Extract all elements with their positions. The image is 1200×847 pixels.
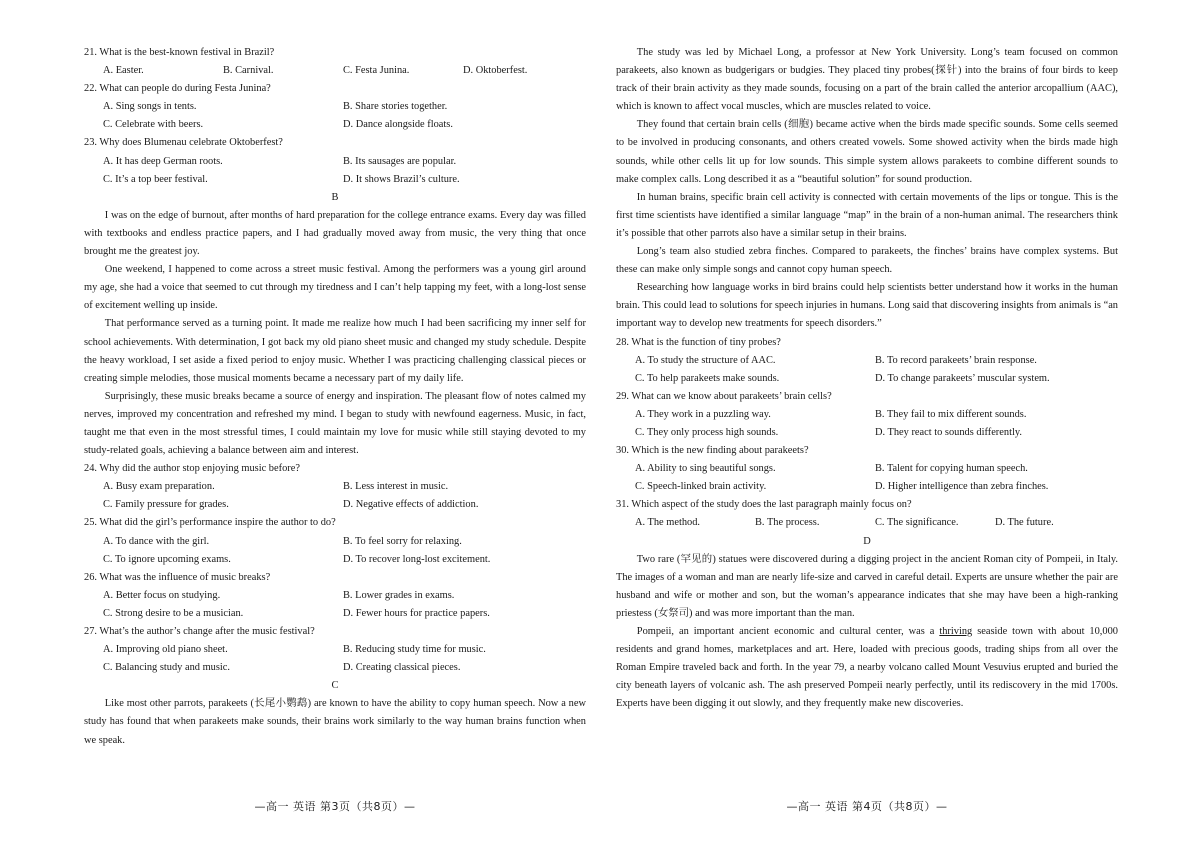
- option-d: D. Negative effects of addiction.: [343, 499, 479, 511]
- section-heading-d: D: [863, 535, 871, 547]
- passage-text: Pompeii, an important ancient economic and cultural center, was a: [636, 626, 940, 637]
- option-c: C. Celebrate with beers.: [103, 119, 204, 131]
- option-b: B. Share stories together.: [343, 101, 448, 113]
- option-d: D. Creating classical pieces.: [343, 662, 461, 674]
- section-heading-c: C: [331, 680, 339, 692]
- passage-c-paragraph: Like most other parrots, parakeets (长尾小鹦鹉) are known to have the ability to copy human speech. Now a new study has found that when parakeets make sounds, their brains work similarly to the way human brains function when we speak.: [84, 698, 586, 746]
- question-29: [616, 388, 1118, 442]
- options-row: [84, 62, 586, 80]
- question-stem: 29. What can we know about parakeets’ brain cells?: [616, 390, 832, 402]
- exam-page-left: [84, 0, 586, 847]
- question-25: [84, 514, 586, 568]
- option-a: A. Ability to sing beautiful songs.: [635, 463, 776, 475]
- question-30: [616, 442, 1118, 496]
- question-31: [616, 496, 1118, 532]
- passage-b-paragraph: One weekend, I happened to come across a street music festival. Among the performers was a young girl around my age, she had a voice that seemed to cut through my tiredness and I can’t help tapping my feet, with a long-lost sense of excitement welling up inside.: [84, 264, 586, 312]
- underlined-word: thriving: [939, 626, 973, 637]
- option-d: D. They react to sounds differently.: [875, 426, 1022, 438]
- option-d: D. Oktoberfest.: [463, 65, 528, 77]
- options-row: [84, 587, 586, 605]
- option-c: C. Balancing study and music.: [103, 662, 230, 674]
- question-stem: 27. What’s the author’s change after the music festival?: [84, 626, 315, 637]
- option-c: C. The significance.: [875, 517, 959, 529]
- question-stem: 30. Which is the new finding about parakeets?: [616, 445, 809, 457]
- option-b: B. The process.: [755, 517, 820, 529]
- option-c: C. To ignore upcoming exams.: [103, 553, 231, 565]
- option-d: D. Higher intelligence than zebra finches.: [875, 481, 1049, 493]
- question-26: [84, 569, 586, 623]
- question-stem: 25. What did the girl’s performance inspire the author to do?: [84, 517, 336, 529]
- option-d: D. Dance alongside floats.: [343, 119, 453, 131]
- options-row: [616, 460, 1118, 478]
- question-stem: 23. Why does Blumenau celebrate Oktoberfest?: [84, 137, 283, 149]
- option-d: D. To change parakeets’ muscular system.: [875, 372, 1050, 384]
- question-28: [616, 334, 1118, 388]
- passage-d-paragraph: [616, 623, 1118, 713]
- option-a: A. Sing songs in tents.: [103, 101, 197, 113]
- option-b: B. Less interest in music.: [343, 481, 449, 493]
- question-21: [84, 44, 586, 80]
- options-row: [84, 551, 586, 569]
- page-footer: —高一 英语 第4页（共8页）—: [786, 800, 948, 813]
- passage-d-paragraph: Two rare (罕见的) statues were discovered during a digging project in the ancient Roman city of Pompeii, in Italy. The images of a woman and man are nearly life-size and carved in careful detail. Experts are unsure whether the pair are husband and wife or mother and son, but the woman’s appearance indicates that she may have been a high-ranking priestess (女祭司) and was more important than the man.: [616, 553, 1118, 619]
- option-a: A. To dance with the girl.: [103, 535, 210, 547]
- option-d: D. It shows Brazil’s culture.: [343, 173, 460, 185]
- passage-b-paragraph: That performance served as a turning point. It made me realize how much I had been sacrificing my inner self for school achievements. With determination, I got back my old piano sheet music and changed my study schedule. Despite the heavy workload, I set aside a fixed period to enjoy music. Whether I was practicing challenging classical pieces or creating simple melodies, those musical moments became a necessary part of my daily life.: [84, 318, 586, 384]
- option-a: A. It has deep German roots.: [103, 155, 223, 167]
- passage-b-paragraph: Surprisingly, these music breaks became a source of energy and inspiration. The pleasant flow of notes calmed my nerves, improved my concentration and refreshed my mind. I began to study with newfound eagerness. Music, in fact, taught me that even in the most stressful times, I could maintain my love for music while still staying devoted to my study-related goals, achieving a balance between aim and interest.: [84, 390, 586, 457]
- option-b: B. Its sausages are popular.: [343, 155, 457, 167]
- options-row: [84, 153, 586, 171]
- option-a: A. Busy exam preparation.: [103, 481, 215, 493]
- passage-c-paragraph: Researching how language works in bird brains could help scientists better understand how it works in the human brain. This could lead to solutions for speech injuries in humans. Long said that discovering insights from animals is “an important way to develop new treatments for speech disorders.”: [616, 282, 1118, 330]
- options-row: [84, 533, 586, 551]
- option-c: C. Festa Junina.: [343, 65, 410, 77]
- options-row: [616, 352, 1118, 370]
- option-c: C. To help parakeets make sounds.: [635, 372, 780, 384]
- option-b: B. Talent for copying human speech.: [875, 463, 1028, 475]
- options-row: [84, 478, 586, 496]
- option-b: B. To feel sorry for relaxing.: [343, 535, 462, 547]
- option-b: B. Carnival.: [223, 65, 274, 77]
- options-row: [84, 605, 586, 623]
- question-stem: 31. Which aspect of the study does the last paragraph mainly focus on?: [616, 499, 912, 511]
- options-row: [84, 171, 586, 189]
- option-a: A. Improving old piano sheet.: [103, 644, 228, 656]
- options-row: [616, 370, 1118, 388]
- option-c: C. Speech-linked brain activity.: [635, 481, 767, 493]
- options-row: [84, 659, 586, 677]
- option-b: B. To record parakeets’ brain response.: [875, 354, 1037, 366]
- option-d: D. To recover long-lost excitement.: [343, 553, 491, 565]
- option-d: D. The future.: [995, 517, 1054, 529]
- options-row: [616, 478, 1118, 496]
- option-a: A. Better focus on studying.: [103, 589, 221, 601]
- option-c: C. They only process high sounds.: [635, 426, 779, 438]
- passage-c-paragraph: The study was led by Michael Long, a professor at New York University. Long’s team focused on common parakeets, also known as budgerigars or budgies. They placed tiny probes(探针) into the brains of four birds to keep track of their brain activity as they made sounds, focusing on a part of the brain called the anterior arcopallium (AAC), which is known to affect vocal muscles, which are muscles related to voice.: [616, 47, 1118, 113]
- question-22: [84, 80, 586, 134]
- options-row: [616, 406, 1118, 424]
- option-a: A. To study the structure of AAC.: [635, 354, 776, 366]
- options-row: [84, 98, 586, 116]
- question-stem: 21. What is the best-known festival in Brazil?: [84, 47, 275, 58]
- option-c: C. It’s a top beer festival.: [103, 173, 208, 185]
- passage-b-paragraph: I was on the edge of burnout, after months of hard preparation for the college entrance exams. Every day was filled with textbooks and endless practice papers, and I had gradually moved away from music, the very thing that once brought me the greatest joy.: [84, 209, 586, 258]
- question-stem: 26. What was the influence of music breaks?: [84, 571, 271, 583]
- option-c: C. Family pressure for grades.: [103, 499, 229, 511]
- option-d: D. Fewer hours for practice papers.: [343, 607, 490, 619]
- options-row: [84, 641, 586, 659]
- option-a: A. The method.: [635, 517, 701, 529]
- section-heading-b: B: [331, 191, 339, 203]
- question-23: [84, 134, 586, 188]
- exam-page-right: [616, 0, 1118, 847]
- page-footer: —高一 英语 第3页（共8页）—: [254, 800, 416, 813]
- option-c: C. Strong desire to be a musician.: [103, 607, 244, 619]
- passage-text: seaside town with about 10,000 residents and grand homes, marketplaces and art. Here, loaded with precious goods, trading ships from all over the Roman Empire traveled back and forth. In the year 79, a nearby volcano called Mount Vesuvius erupted and buried the city beneath layers of volcanic ash. The ash preserved Pompeii nearly perfectly, until its rediscovery in the mid 1700s. Experts have been digging it out slowly, and they frequently make new discoveries.: [616, 626, 1118, 710]
- option-b: B. They fail to mix different sounds.: [875, 408, 1027, 420]
- options-row: [616, 424, 1118, 442]
- passage-c-paragraph: Long’s team also studied zebra finches. Compared to parakeets, the finches’ brains have complex systems. But these can make only simple songs and cannot copy human speech.: [616, 246, 1118, 276]
- question-27: [84, 623, 586, 677]
- options-row: [616, 514, 1118, 532]
- passage-c-paragraph: They found that certain brain cells (细胞) became active when the birds made specific sounds. Some cells seemed to be involved in producing consonants, and others created vowels. Some showed activity when the birds made high sounds, while other cells lit up for low sounds. This simple system allows parakeets to combine different sounds to make complex calls. Long described it as a “beautiful solution” for sound production.: [616, 119, 1118, 185]
- option-a: A. They work in a puzzling way.: [635, 408, 771, 420]
- question-stem: 22. What can people do during Festa Junina?: [84, 83, 271, 95]
- options-row: [84, 496, 586, 514]
- question-24: [84, 460, 586, 514]
- question-stem: 28. What is the function of tiny probes?: [616, 336, 781, 348]
- options-row: [84, 116, 586, 134]
- passage-c-paragraph: In human brains, specific brain cell activity is connected with certain movements of the lips or tongue. This is the first time scientists have identified a similar language “map” in the brain of a non-human animal. The researchers think it’s possible that other parrots also have a similar setup in their brains.: [616, 191, 1118, 239]
- question-stem: 24. Why did the author stop enjoying music before?: [84, 463, 300, 475]
- option-b: B. Reducing study time for music.: [343, 644, 486, 656]
- option-a: A. Easter.: [103, 65, 144, 77]
- option-b: B. Lower grades in exams.: [343, 589, 455, 601]
